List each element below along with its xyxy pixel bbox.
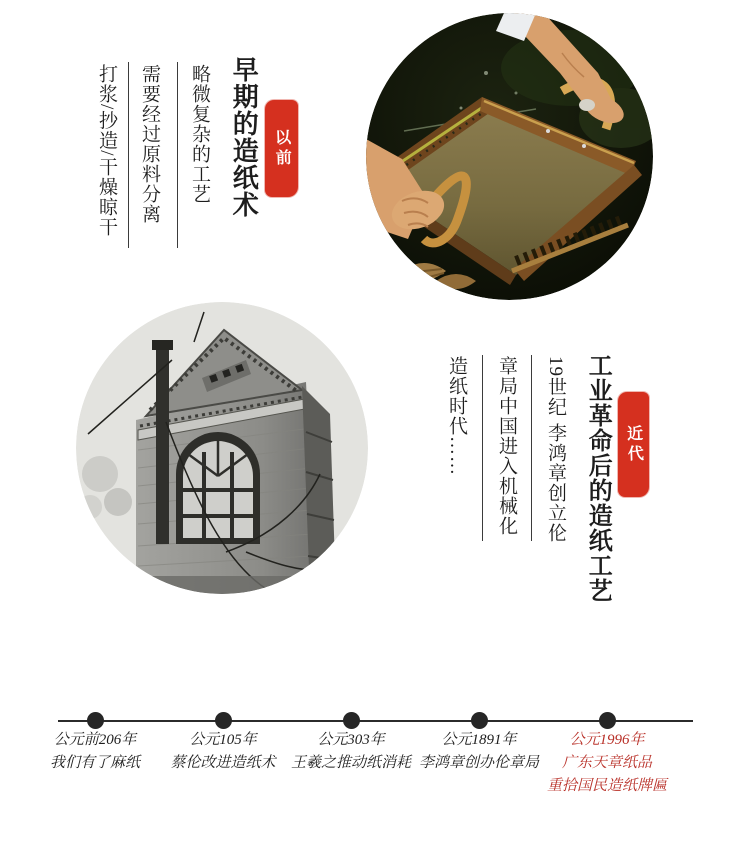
modern-section-line-2: 章局中国进入机械化 [495,356,517,536]
timeline-year: 公元105年 [189,732,257,748]
era-seal-modern [618,392,649,497]
timeline-year: 公元前206年 [53,732,137,748]
modern-section-line-1: 19世纪 李鸿章创立伦 [544,356,566,543]
arched-window [176,432,260,544]
timeline-event: 广东天章纸品 [561,755,652,771]
timeline-year: 公元1891年 [441,732,517,748]
paper-mould-photo [366,13,653,300]
timeline-year: 公元303年 [317,732,385,748]
timeline-event: 重拾国民造纸牌匾 [546,778,667,794]
era-seal-before [265,100,298,197]
timeline-item-1996 [522,733,692,802]
era-seal-before-label: 以前 [272,128,291,169]
vertical-divider [128,62,129,248]
timeline-dot [343,712,360,729]
timeline-year: 公元1996年 [569,732,645,748]
timeline-event: 蔡伦改进造纸术 [170,755,276,771]
timeline-dot [471,712,488,729]
old-mill-photo [76,302,368,594]
timeline-event: 我们有了麻纸 [49,755,140,771]
modern-section-title: 工业革命后的造纸工艺 [584,353,611,603]
vertical-divider [482,355,483,541]
early-section-line-2: 需要经过原料分离 [138,64,160,224]
era-seal-modern-label: 近代 [624,424,643,465]
early-section-title: 早期的造纸术 [229,56,259,218]
old-mill-illustration [76,302,368,594]
vertical-divider [177,62,178,248]
vertical-divider [531,355,532,541]
timeline-dot [599,712,616,729]
timeline-axis [58,720,693,722]
timeline-dot [215,712,232,729]
modern-section-line-3: 造纸时代…… [445,356,467,476]
paper-mould-illustration [366,13,653,300]
lower-ledge [116,576,328,594]
timeline-dot [87,712,104,729]
early-section-line-1: 略微复杂的工艺 [188,64,210,204]
early-section-line-3: 打浆/抄造/干燥晾干 [95,64,117,237]
timeline-event: 李鸿章创办伦章局 [418,755,539,771]
timeline-event: 王羲之推动纸消耗 [290,755,411,771]
